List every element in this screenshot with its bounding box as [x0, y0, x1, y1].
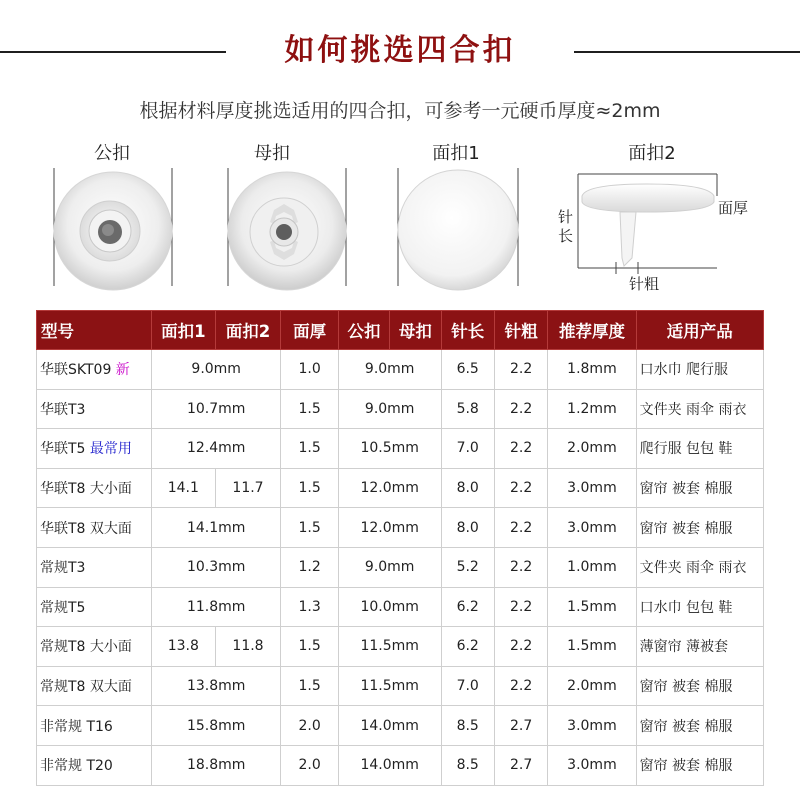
- application-cell: 窗帘 被套 棉服: [636, 666, 763, 706]
- table-row: [37, 627, 764, 667]
- recommended-thickness-cell: 1.8mm: [548, 350, 636, 390]
- cap-size-cell: 12.4mm: [152, 429, 281, 469]
- pin-width-cell: 2.2: [494, 547, 547, 587]
- pin-length-cell: 5.2: [441, 547, 494, 587]
- face-thickness-cell: 1.5: [281, 429, 339, 469]
- model-name: 华联T3: [40, 401, 86, 418]
- cap-size-cell: 18.8mm: [152, 745, 281, 785]
- pin-width-cell: 2.2: [494, 666, 547, 706]
- application-cell: 薄窗帘 薄被套: [636, 627, 763, 667]
- model-name: 常规T8 大小面: [40, 639, 132, 656]
- model-name: 华联SKT09: [40, 362, 112, 379]
- pin-width-cell: 2.2: [494, 587, 547, 627]
- pin-width-cell: 2.2: [494, 627, 547, 667]
- pin-length-cell: 8.0: [441, 508, 494, 548]
- application-cell: 爬行服 包包 鞋: [636, 429, 763, 469]
- model-name: 非常规 T16: [40, 718, 113, 735]
- male-female-size-cell: 14.0mm: [338, 745, 441, 785]
- page-subtitle: 根据材料厚度挑选适用的四合扣，可参考一元硬币厚度≈2mm: [139, 100, 661, 122]
- model-cell: [37, 389, 152, 429]
- header-cell: 面厚: [281, 311, 339, 350]
- face-thickness-cell: 1.5: [281, 508, 339, 548]
- model-cell: [37, 508, 152, 548]
- table-row: [37, 468, 764, 508]
- table-row: [37, 587, 764, 627]
- caption-cap2: 面扣2: [628, 143, 676, 164]
- recommended-thickness-cell: 2.0mm: [548, 666, 636, 706]
- model-name: 常规T3: [40, 560, 86, 577]
- model-name: 华联T8 大小面: [40, 481, 132, 498]
- cap-size-cell: 10.3mm: [152, 547, 281, 587]
- female-snap-image: [224, 164, 350, 294]
- table-row: [37, 547, 764, 587]
- header-cell: 面扣1: [152, 311, 216, 350]
- pin-width-cell: 2.2: [494, 350, 547, 390]
- recommended-thickness-cell: 1.2mm: [548, 389, 636, 429]
- pin-length-cell: 7.0: [441, 429, 494, 469]
- application-cell: 文件夹 雨伞 雨衣: [636, 389, 763, 429]
- model-tag: 新: [111, 362, 130, 379]
- recommended-thickness-cell: 1.0mm: [548, 547, 636, 587]
- cap-size-cell: 15.8mm: [152, 706, 281, 746]
- table-body: [37, 350, 764, 786]
- header-cell: 面扣2: [215, 311, 281, 350]
- model-cell: [37, 706, 152, 746]
- male-female-size-cell: 11.5mm: [338, 666, 441, 706]
- table-header-row: [37, 311, 764, 350]
- header-cell: 公扣: [338, 311, 389, 350]
- cap-size-cell: 9.0mm: [152, 350, 281, 390]
- cap2-size-cell: 11.7: [215, 468, 281, 508]
- application-cell: 口水巾 爬行服: [636, 350, 763, 390]
- cap1-size-cell: 14.1: [152, 468, 216, 508]
- pin-width-cell: 2.7: [494, 706, 547, 746]
- cap-size-cell: 13.8mm: [152, 666, 281, 706]
- application-cell: 窗帘 被套 棉服: [636, 745, 763, 785]
- table-row: [37, 706, 764, 746]
- face-thickness-cell: 2.0: [281, 745, 339, 785]
- pin-length-cell: 5.8: [441, 389, 494, 429]
- header-cell: 针粗: [494, 311, 547, 350]
- face-thickness-cell: 1.3: [281, 587, 339, 627]
- male-female-size-cell: 9.0mm: [338, 350, 441, 390]
- header-cell: 适用产品: [636, 311, 763, 350]
- header-cell: 母扣: [390, 311, 441, 350]
- model-cell: [37, 547, 152, 587]
- model-cell: [37, 627, 152, 667]
- male-female-size-cell: 12.0mm: [338, 468, 441, 508]
- male-snap-image: [50, 164, 176, 294]
- recommended-thickness-cell: 1.5mm: [548, 587, 636, 627]
- pin-length-cell: 6.2: [441, 627, 494, 667]
- model-cell: [37, 587, 152, 627]
- pin-length-cell: 6.5: [441, 350, 494, 390]
- application-cell: 窗帘 被套 棉服: [636, 706, 763, 746]
- model-name: 非常规 T20: [40, 758, 113, 775]
- page-title: 如何挑选四合扣: [284, 33, 516, 68]
- table-row: [37, 350, 764, 390]
- cap-size-cell: 14.1mm: [152, 508, 281, 548]
- cap1-size-cell: 13.8: [152, 627, 216, 667]
- male-female-size-cell: 9.0mm: [338, 389, 441, 429]
- application-cell: 窗帘 被套 棉服: [636, 468, 763, 508]
- model-name: 常规T8 双大面: [40, 679, 132, 696]
- pin-width-cell: 2.2: [494, 429, 547, 469]
- face-thickness-cell: 1.5: [281, 468, 339, 508]
- table-row: [37, 666, 764, 706]
- cap2-face-thickness-label: 面厚: [718, 199, 749, 217]
- recommended-thickness-cell: 2.0mm: [548, 429, 636, 469]
- male-female-size-cell: 10.5mm: [338, 429, 441, 469]
- pin-length-cell: 8.5: [441, 745, 494, 785]
- pin-width-cell: 2.2: [494, 508, 547, 548]
- face-thickness-cell: 1.0: [281, 350, 339, 390]
- cap1-snap-image: [392, 162, 526, 294]
- pin-length-cell: 7.0: [441, 666, 494, 706]
- caption-male: 公扣: [94, 143, 130, 164]
- model-cell: [37, 666, 152, 706]
- recommended-thickness-cell: 3.0mm: [548, 508, 636, 548]
- application-cell: 文件夹 雨伞 雨衣: [636, 547, 763, 587]
- pin-length-cell: 8.0: [441, 468, 494, 508]
- recommended-thickness-cell: 3.0mm: [548, 468, 636, 508]
- face-thickness-cell: 1.5: [281, 627, 339, 667]
- face-thickness-cell: 1.5: [281, 666, 339, 706]
- model-name: 华联T5: [40, 441, 86, 458]
- model-cell: [37, 468, 152, 508]
- table-row: [37, 389, 764, 429]
- face-thickness-cell: 1.5: [281, 389, 339, 429]
- male-female-size-cell: 14.0mm: [338, 706, 441, 746]
- male-female-size-cell: 10.0mm: [338, 587, 441, 627]
- cap2-pin-length-label: 针长: [558, 208, 574, 245]
- recommended-thickness-cell: 3.0mm: [548, 745, 636, 785]
- face-thickness-cell: 1.2: [281, 547, 339, 587]
- pin-length-cell: 8.5: [441, 706, 494, 746]
- recommended-thickness-cell: 1.5mm: [548, 627, 636, 667]
- male-female-size-cell: 12.0mm: [338, 508, 441, 548]
- face-thickness-cell: 2.0: [281, 706, 339, 746]
- cap2-pin-width-label: 针粗: [629, 275, 660, 293]
- model-name: 华联T8 双大面: [40, 520, 132, 537]
- header-cell: 型号: [37, 311, 152, 350]
- pin-width-cell: 2.2: [494, 389, 547, 429]
- header-cell: 针长: [441, 311, 494, 350]
- snap-size-table: [36, 310, 764, 786]
- caption-female: 母扣: [254, 143, 290, 164]
- table-row: [37, 745, 764, 785]
- pin-width-cell: 2.2: [494, 468, 547, 508]
- application-cell: 口水巾 包包 鞋: [636, 587, 763, 627]
- model-cell: [37, 350, 152, 390]
- application-cell: 窗帘 被套 棉服: [636, 508, 763, 548]
- model-tag: 最常用: [85, 441, 132, 458]
- cap2-size-cell: 11.8: [215, 627, 281, 667]
- cap-size-cell: 11.8mm: [152, 587, 281, 627]
- recommended-thickness-cell: 3.0mm: [548, 706, 636, 746]
- caption-cap1: 面扣1: [432, 143, 480, 164]
- male-female-size-cell: 11.5mm: [338, 627, 441, 667]
- table-row: [37, 429, 764, 469]
- pin-length-cell: 6.2: [441, 587, 494, 627]
- table-row: [37, 508, 764, 548]
- cap-size-cell: 10.7mm: [152, 389, 281, 429]
- male-female-size-cell: 9.0mm: [338, 547, 441, 587]
- model-name: 常规T5: [40, 599, 86, 616]
- header-cell: 推荐厚度: [548, 311, 636, 350]
- model-cell: [37, 745, 152, 785]
- model-cell: [37, 429, 152, 469]
- pin-width-cell: 2.7: [494, 745, 547, 785]
